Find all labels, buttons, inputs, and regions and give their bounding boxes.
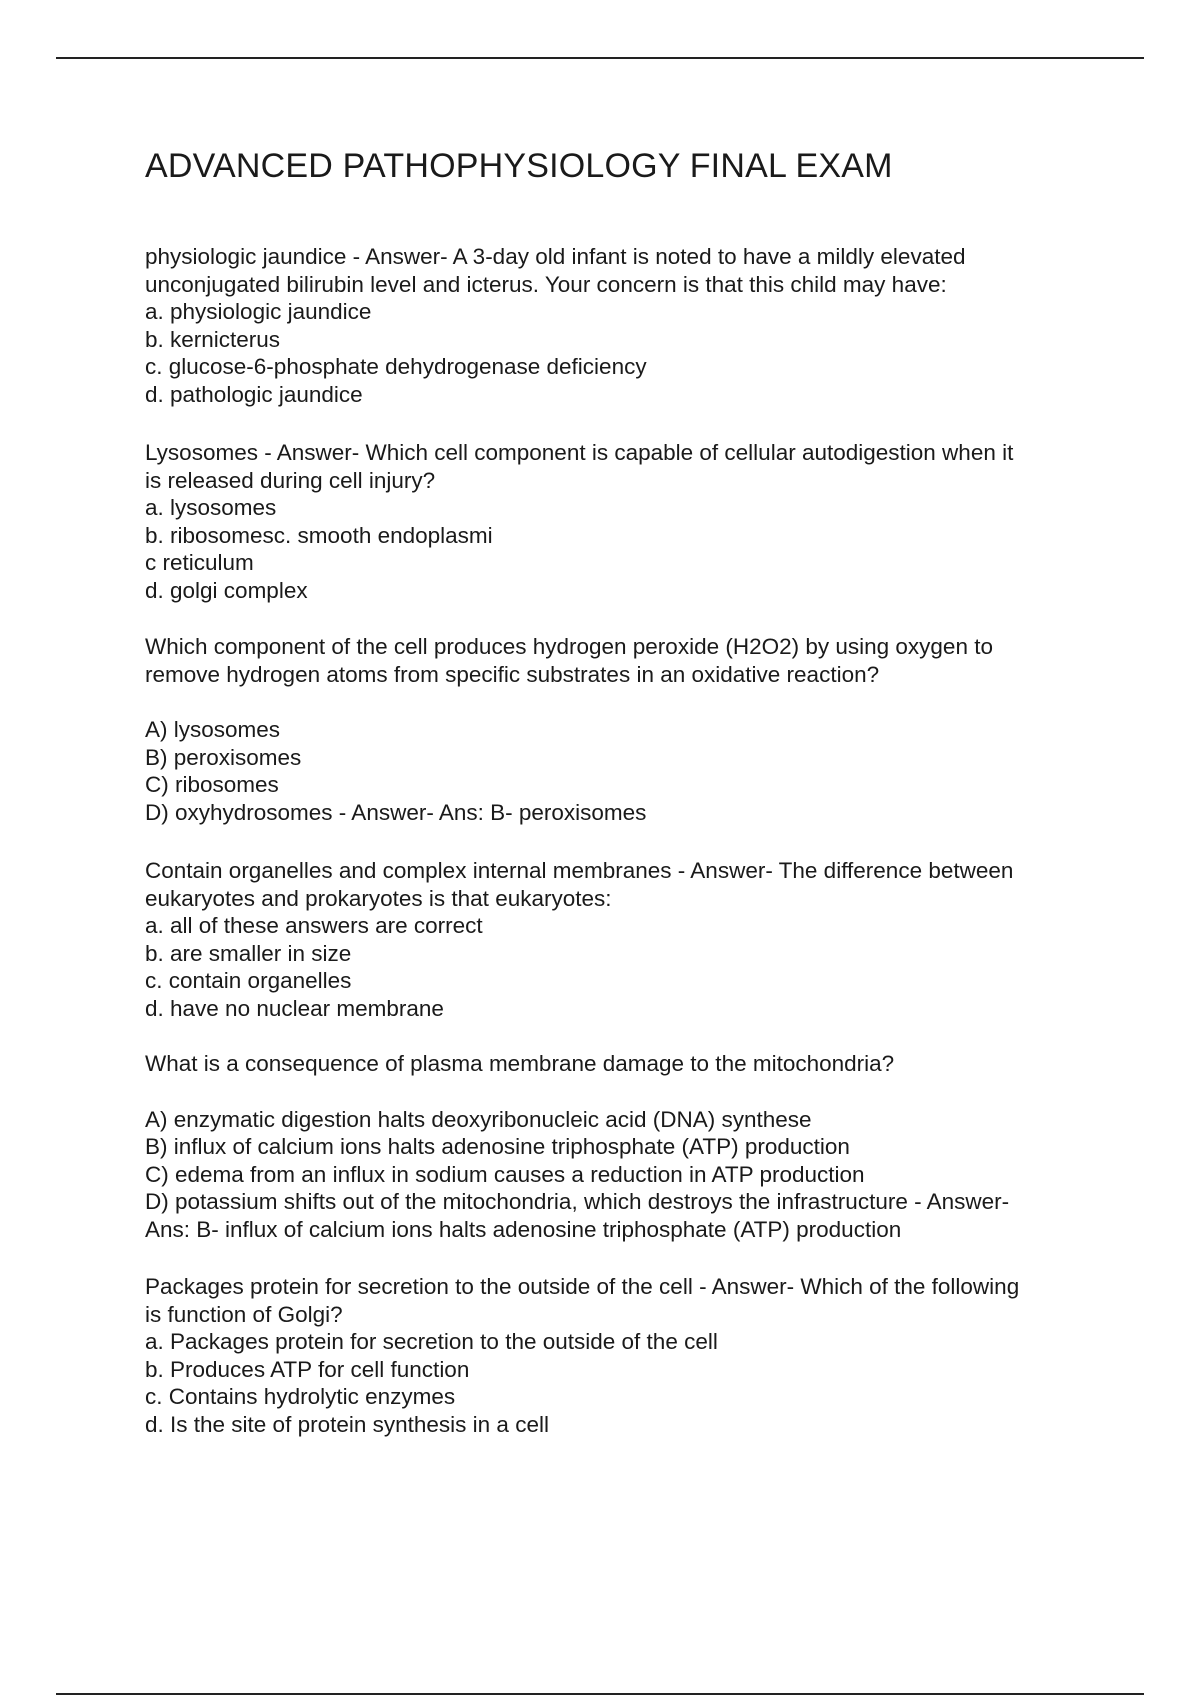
- q3-option-d: D) oxyhydrosomes - Answer- Ans: B- peroxisomes: [145, 799, 647, 825]
- q3-option-a: A) lysosomes: [145, 717, 281, 742]
- q1-option-b: b. kernicterus: [145, 326, 281, 352]
- q5-option-c: C) edema from an influx in sodium causes a reduction in ATP production: [145, 1161, 865, 1187]
- q1-line-1: physiologic jaundice - Answer- A 3-day old infant is noted to have a mildly elevated: [145, 244, 966, 269]
- q4-line-1: Contain organelles and complex internal membranes - Answer- The difference between: [145, 858, 1014, 883]
- question-block-3: [145, 633, 1095, 826]
- q3-stem-1: Which component of the cell produces hydrogen peroxide (H2O2) by using oxygen to: [145, 634, 993, 659]
- q2-line-1: Lysosomes - Answer- Which cell component is capable of cellular autodigestion when it: [145, 440, 1014, 465]
- question-block-1: [145, 243, 1095, 408]
- q4-line-2: eukaryotes and prokaryotes is that eukaryotes:: [145, 885, 612, 911]
- q5-stem-1: What is a consequence of plasma membrane damage to the mitochondria?: [145, 1051, 895, 1076]
- q2-line-2: is released during cell injury?: [145, 467, 436, 493]
- q4-option-d: d. have no nuclear membrane: [145, 995, 444, 1021]
- document-title: ADVANCED PATHOPHYSIOLOGY FINAL EXAM: [145, 147, 893, 185]
- top-rule: [56, 57, 1144, 59]
- q5-option-b: B) influx of calcium ions halts adenosine triphosphate (ATP) production: [145, 1134, 850, 1159]
- q2-option-d: d. golgi complex: [145, 577, 308, 603]
- q2-option-b: b. ribosomesc. smooth endoplasmi: [145, 522, 493, 548]
- q4-option-c: c. contain organelles: [145, 968, 352, 993]
- question-block-6: [145, 1273, 1095, 1438]
- q3-option-c: C) ribosomes: [145, 772, 279, 797]
- q6-line-1: Packages protein for secretion to the outside of the cell - Answer- Which of the following: [145, 1274, 1020, 1299]
- q5-answer: Ans: B- influx of calcium ions halts adenosine triphosphate (ATP) production: [145, 1216, 902, 1242]
- q5-option-d: D) potassium shifts out of the mitochondria, which destroys the infrastructure - Answer-: [145, 1189, 1010, 1214]
- question-block-4: [145, 857, 1095, 1022]
- q6-option-c: c. Contains hydrolytic enzymes: [145, 1384, 456, 1409]
- q3-option-b: B) peroxisomes: [145, 744, 302, 770]
- q6-line-2: is function of Golgi?: [145, 1301, 343, 1327]
- q6-option-b: b. Produces ATP for cell function: [145, 1356, 470, 1382]
- q5-option-a: A) enzymatic digestion halts deoxyribonucleic acid (DNA) synthese: [145, 1106, 812, 1132]
- q1-line-2: unconjugated bilirubin level and icterus. Your concern is that this child may have:: [145, 271, 947, 297]
- q6-option-d: d. Is the site of protein synthesis in a cell: [145, 1411, 549, 1437]
- bottom-rule: [56, 1693, 1144, 1695]
- q1-option-a: a. physiologic jaundice: [145, 299, 372, 324]
- q4-option-b: b. are smaller in size: [145, 940, 352, 966]
- q2-option-c: c reticulum: [145, 550, 254, 575]
- q1-option-c: c. glucose-6-phosphate dehydrogenase deficiency: [145, 354, 647, 379]
- question-block-2: [145, 439, 1095, 604]
- q5-gap: [145, 1078, 1095, 1106]
- q2-option-a: a. lysosomes: [145, 495, 277, 520]
- q4-option-a: a. all of these answers are correct: [145, 913, 483, 938]
- question-block-5: [145, 1050, 1095, 1243]
- q1-option-d: d. pathologic jaundice: [145, 381, 363, 407]
- q3-stem-2: remove hydrogen atoms from specific substrates in an oxidative reaction?: [145, 661, 880, 687]
- q3-gap: [145, 688, 1095, 716]
- q6-option-a: a. Packages protein for secretion to the outside of the cell: [145, 1329, 718, 1354]
